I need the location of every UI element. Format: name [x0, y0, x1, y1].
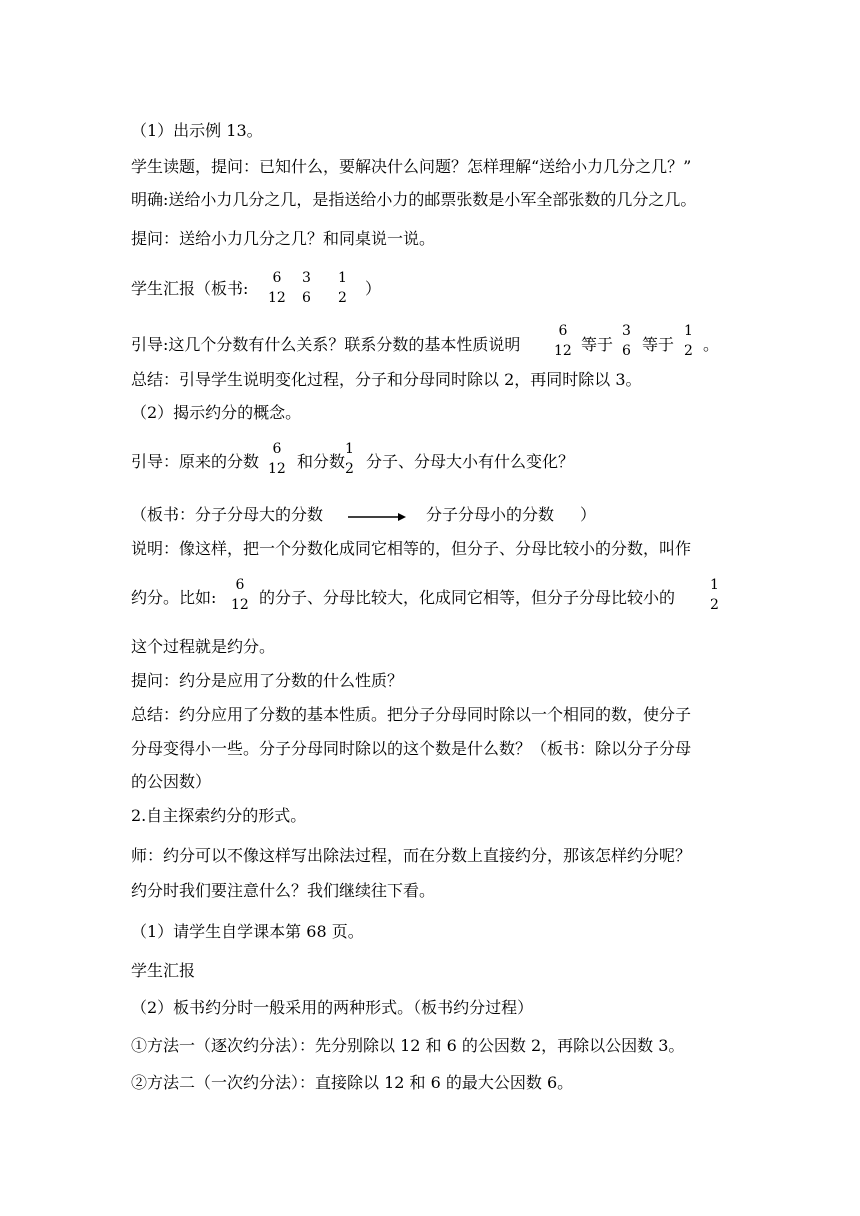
text-line: 学生汇报（板书: [131, 279, 249, 298]
fraction-3-6 [302, 270, 311, 306]
fraction-denominator: 12 [554, 343, 572, 359]
text-line: 和分数 [297, 452, 346, 471]
fraction-denominator: 12 [231, 597, 249, 613]
fraction-numerator: 1 [345, 441, 354, 457]
text-line: 学生汇报 [131, 961, 196, 980]
text-line: 。 [703, 335, 720, 354]
fraction-denominator: 2 [345, 461, 354, 477]
fraction-6-12 [554, 323, 572, 359]
fraction-1-2 [684, 323, 693, 359]
fraction-denominator: 2 [338, 290, 347, 306]
text-line: 约分时我们要注意什么？我们继续往下看。 [131, 881, 436, 900]
fraction-1-2 [345, 441, 354, 477]
text-line: 分子、分母大小有什么变化？ [366, 452, 575, 471]
fraction-denominator: 2 [684, 343, 693, 359]
text-line: 的公因数） [131, 772, 212, 791]
fraction-denominator: 2 [710, 597, 719, 613]
text-line: （板书：分子分母大的分数 [131, 505, 324, 524]
text-line: （1）请学生自学课本第 68 页。 [131, 922, 364, 941]
text-line: 分母变得小一些。分子分母同时除以的这个数是什么数？（板书：除以分子分母 [131, 739, 692, 758]
text-line: 引导:这几个分数有什么关系？联系分数的基本性质说明 [131, 335, 521, 354]
fraction-6-12 [231, 577, 249, 613]
text-line: 学生读题，提问：已知什么，要解决什么问题？怎样理解“送给小力几分之几？” [131, 157, 692, 176]
text-line: ） [580, 505, 597, 524]
fraction-1-2 [338, 270, 347, 306]
fraction-numerator: 1 [710, 577, 719, 593]
text-line: 等于 [642, 335, 675, 354]
text-line: 分子分母小的分数 [426, 505, 555, 524]
text-line: 这个过程就是约分。 [131, 637, 276, 656]
fraction-denominator: 12 [268, 290, 286, 306]
fraction-denominator: 12 [268, 461, 286, 477]
text-line: 总结：约分应用了分数的基本性质。把分子分母同时除以一个相同的数，使分子 [131, 705, 692, 724]
text-line: ） [365, 279, 382, 298]
right-arrow-icon [348, 512, 406, 522]
text-line: 提问：送给小力几分之几？和同桌说一说。 [131, 229, 436, 248]
text-line: 约分。比如: [131, 588, 217, 607]
text-line: 引导：原来的分数 [131, 452, 260, 471]
fraction-3-6 [622, 323, 631, 359]
text-line: （2）板书约分时一般采用的两种形式。（板书约分过程） [131, 998, 534, 1017]
fraction-numerator: 6 [235, 577, 245, 593]
fraction-denominator: 6 [302, 290, 311, 306]
fraction-numerator: 3 [302, 270, 311, 286]
fraction-denominator: 6 [622, 343, 631, 359]
fraction-numerator: 6 [272, 270, 282, 286]
text-line: 总结：引导学生说明变化过程，分子和分母同时除以 2，再同时除以 3。 [131, 370, 642, 389]
text-line: （1）出示例 13。 [131, 121, 263, 140]
text-line: ①方法一（逐次约分法）：先分别除以 12 和 6 的公因数 2，再除以公因数 3。 [131, 1036, 685, 1055]
fraction-numerator: 1 [684, 323, 693, 339]
fraction-numerator: 6 [272, 441, 282, 457]
text-line: 说明：像这样，把一个分数化成同它相等的，但分子、分母比较小的分数，叫作 [131, 539, 692, 558]
text-line: 的分子、分母比较大，化成同它相等，但分子分母比较小的 [259, 588, 676, 607]
text-line: 提问：约分是应用了分数的什么性质？ [131, 671, 404, 690]
text-line: 师：约分可以不像这样写出除法过程，而在分数上直接约分，那该怎样约分呢？ [131, 846, 692, 865]
fraction-6-12 [268, 270, 286, 306]
fraction-numerator: 6 [558, 323, 568, 339]
text-line: 2.自主探索约分的形式。 [131, 806, 307, 825]
fraction-numerator: 1 [338, 270, 347, 286]
fraction-1-2 [710, 577, 719, 613]
text-line: （2）揭示约分的概念。 [131, 403, 302, 422]
text-line: 明确:送给小力几分之几，是指送给小力的邮票张数是小军全部张数的几分之几。 [131, 190, 697, 209]
text-line: ②方法二（一次约分法）：直接除以 12 和 6 的最大公因数 6。 [131, 1073, 574, 1092]
fraction-6-12 [268, 441, 286, 477]
fraction-numerator: 3 [622, 323, 631, 339]
text-line: 等于 [581, 335, 614, 354]
